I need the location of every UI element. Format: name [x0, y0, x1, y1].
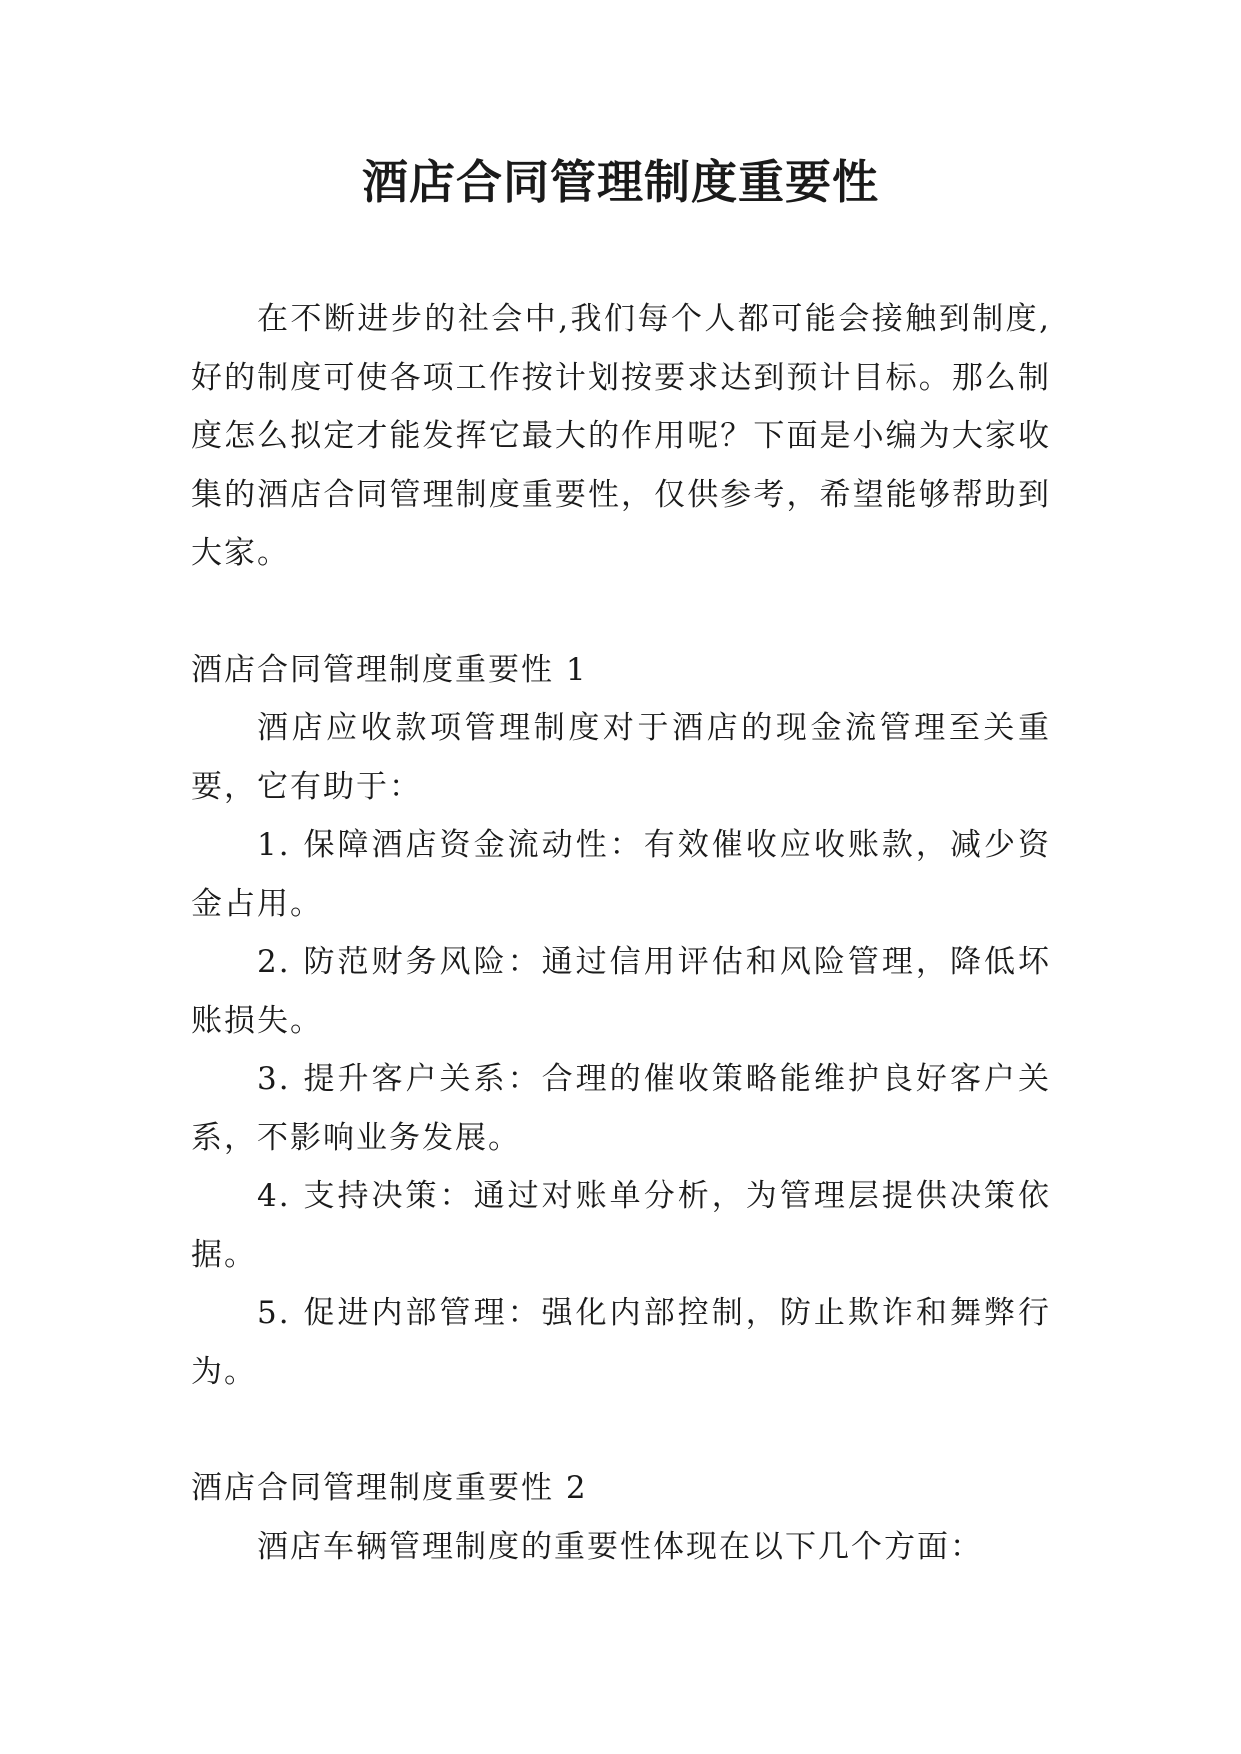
list-item: 5. 促进内部管理：强化内部控制，防止欺诈和舞弊行为。 [191, 1295, 1051, 1390]
list-item: 3. 提升客户关系：合理的催收策略能维护良好客户关系，不影响业务发展。 [191, 1061, 1051, 1156]
section-spacer [191, 583, 1051, 641]
list-item: 1. 保障酒店资金流动性：有效催收应收账款，减少资金占用。 [191, 827, 1051, 922]
document-title: 酒店合同管理制度重要性 [362, 155, 879, 209]
document-body [191, 290, 1051, 1576]
list-item: 2. 防范财务风险：通过信用评估和风险管理，降低坏账损失。 [191, 944, 1051, 1039]
list-item: 4. 支持决策：通过对账单分析，为管理层提供决策依据。 [191, 1178, 1051, 1273]
section-heading-1: 酒店合同管理制度重要性 1 [191, 651, 588, 688]
intro-paragraph: 在不断进步的社会中,我们每个人都可能会接触到制度,好的制度可使各项工作按计划按要求达到预计目标。那么制度怎么拟定才能发挥它最大的作用呢？下面是小编为大家收集的酒店合同管理制度重要性，仅供参考，希望能够帮助到大家。 [191, 301, 1051, 571]
section-spacer [191, 1401, 1051, 1459]
section-2-lead: 酒店车辆管理制度的重要性体现在以下几个方面： [257, 1528, 983, 1565]
section-heading-2: 酒店合同管理制度重要性 2 [191, 1470, 588, 1506]
section-1-lead: 酒店应收款项管理制度对于酒店的现金流管理至关重要，它有助于： [191, 710, 1051, 805]
